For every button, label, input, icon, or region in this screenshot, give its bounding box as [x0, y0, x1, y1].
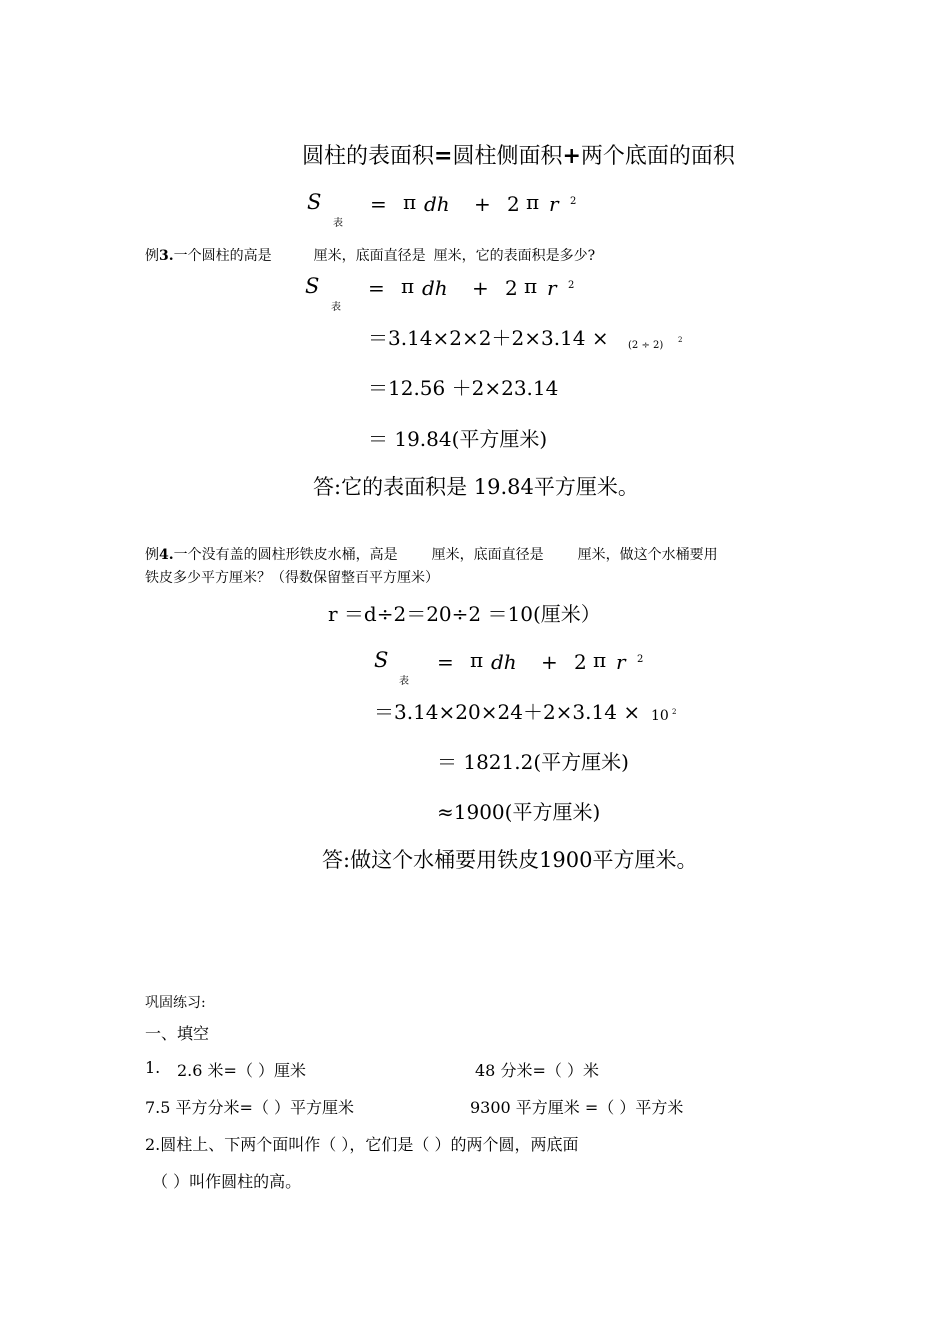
example-4-step-1: ＝3.14×20×24＋2×3.14 ×: [374, 700, 641, 724]
formula-dh: dh: [422, 276, 448, 300]
example-4-number: 4.: [159, 547, 174, 563]
example-3-step-1: ＝3.14×2×2＋2×3.14 ×: [368, 326, 609, 350]
example-4-step-2: ＝ 1821.2(平方厘米): [437, 750, 629, 774]
formula-equals: =: [370, 192, 387, 216]
example-3-text-b: 厘米，底面直径是: [313, 248, 426, 264]
example-4-question: [145, 544, 718, 564]
example-3-question: [145, 245, 595, 265]
example-4-question-line-2: 铁皮多少平方厘米？（得数保留整百平方厘米）: [145, 570, 439, 586]
example-3-step-2: ＝12.56 ＋2×23.14: [368, 376, 559, 400]
formula-two: 2: [574, 650, 587, 674]
formula-s: S: [374, 648, 389, 672]
formula-dh: dh: [424, 192, 450, 216]
example-3-step-3: ＝ 19.84(平方厘米): [368, 427, 548, 451]
example-3-answer: 答:它的表面积是 19.84平方厘米。: [313, 475, 639, 499]
formula-subscript: 表: [331, 302, 341, 313]
question-1-number: 1.: [145, 1058, 161, 1077]
formula-equals: =: [368, 276, 385, 300]
question-1-item-c: 7.5 平方分米=（ ）平方厘米: [145, 1098, 355, 1117]
formula-dh: dh: [491, 650, 517, 674]
heading-part-3: 两个底面的面积: [580, 144, 735, 169]
example-4-step-3: ≈1900(平方厘米): [437, 800, 601, 824]
question-1-item-b: 48 分米=（ ）米: [475, 1061, 599, 1080]
formula-s: S: [305, 274, 320, 298]
example-4-answer: 答:做这个水桶要用铁皮1900平方厘米。: [322, 848, 698, 872]
example-3-step-1-square: 2: [678, 336, 683, 344]
example-4-text-b: 厘米，底面直径是: [431, 547, 544, 563]
formula-square: 2: [637, 654, 644, 665]
formula-square: 2: [570, 196, 577, 207]
example-4-radius: r ＝d÷2＝20÷2 ＝10(厘米）: [328, 602, 601, 626]
formula-pi: π: [403, 190, 417, 214]
formula-r: r: [616, 650, 626, 674]
formula-two: 2: [507, 192, 520, 216]
example-4-step-1-square: 2: [672, 708, 677, 716]
formula-plus: +: [472, 276, 489, 300]
formula-r: r: [547, 276, 557, 300]
formula-pi-2: π: [524, 274, 538, 298]
question-1-item-d: 9300 平方厘米 =（ ）平方米: [470, 1098, 684, 1117]
formula-pi: π: [401, 274, 415, 298]
practice-title: 巩固练习:: [145, 995, 206, 1011]
formula-r: r: [549, 192, 559, 216]
formula-equals: =: [437, 650, 454, 674]
practice-section-title: 一、填空: [145, 1024, 210, 1043]
example-3-text-a: 一个圆柱的高是: [173, 248, 272, 264]
formula-two: 2: [505, 276, 518, 300]
heading-part-2: 圆柱侧面积: [452, 144, 563, 169]
formula-pi-2: π: [526, 190, 540, 214]
example-4-text-a: 一个没有盖的圆柱形铁皮水桶，高是: [173, 547, 398, 563]
example-4-text-c: 厘米，做这个水桶要用: [577, 547, 718, 563]
formula-subscript: 表: [399, 676, 409, 687]
heading-plus: +: [562, 143, 581, 169]
example-4-step-1-base: 10: [651, 708, 669, 724]
formula-s: S: [307, 190, 322, 214]
question-2-line-2: （ ）叫作圆柱的高。: [152, 1172, 302, 1191]
formula-square: 2: [568, 280, 575, 291]
example-3-number: 3.: [159, 248, 174, 264]
question-2-line-1: 2.圆柱上、下两个面叫作（ ），它们是（ ）的两个圆，两底面: [145, 1135, 579, 1154]
example-3-text-c: 厘米，它的表面积是多少?: [433, 248, 596, 264]
question-1-item-a: 2.6 米=（ ）厘米: [177, 1061, 307, 1080]
example-3-label: 例: [145, 248, 159, 264]
formula-pi-2: π: [593, 648, 607, 672]
formula-plus: +: [541, 650, 558, 674]
example-3-step-1-paren: (2 ÷ 2): [628, 340, 664, 351]
formula-plus: +: [474, 192, 491, 216]
formula-pi: π: [470, 648, 484, 672]
formula-subscript: 表: [333, 218, 343, 229]
heading-part-1: 圆柱的表面积: [302, 144, 435, 169]
heading-equals: =: [434, 143, 453, 169]
section-heading: [302, 139, 735, 170]
example-4-label: 例: [145, 547, 159, 563]
